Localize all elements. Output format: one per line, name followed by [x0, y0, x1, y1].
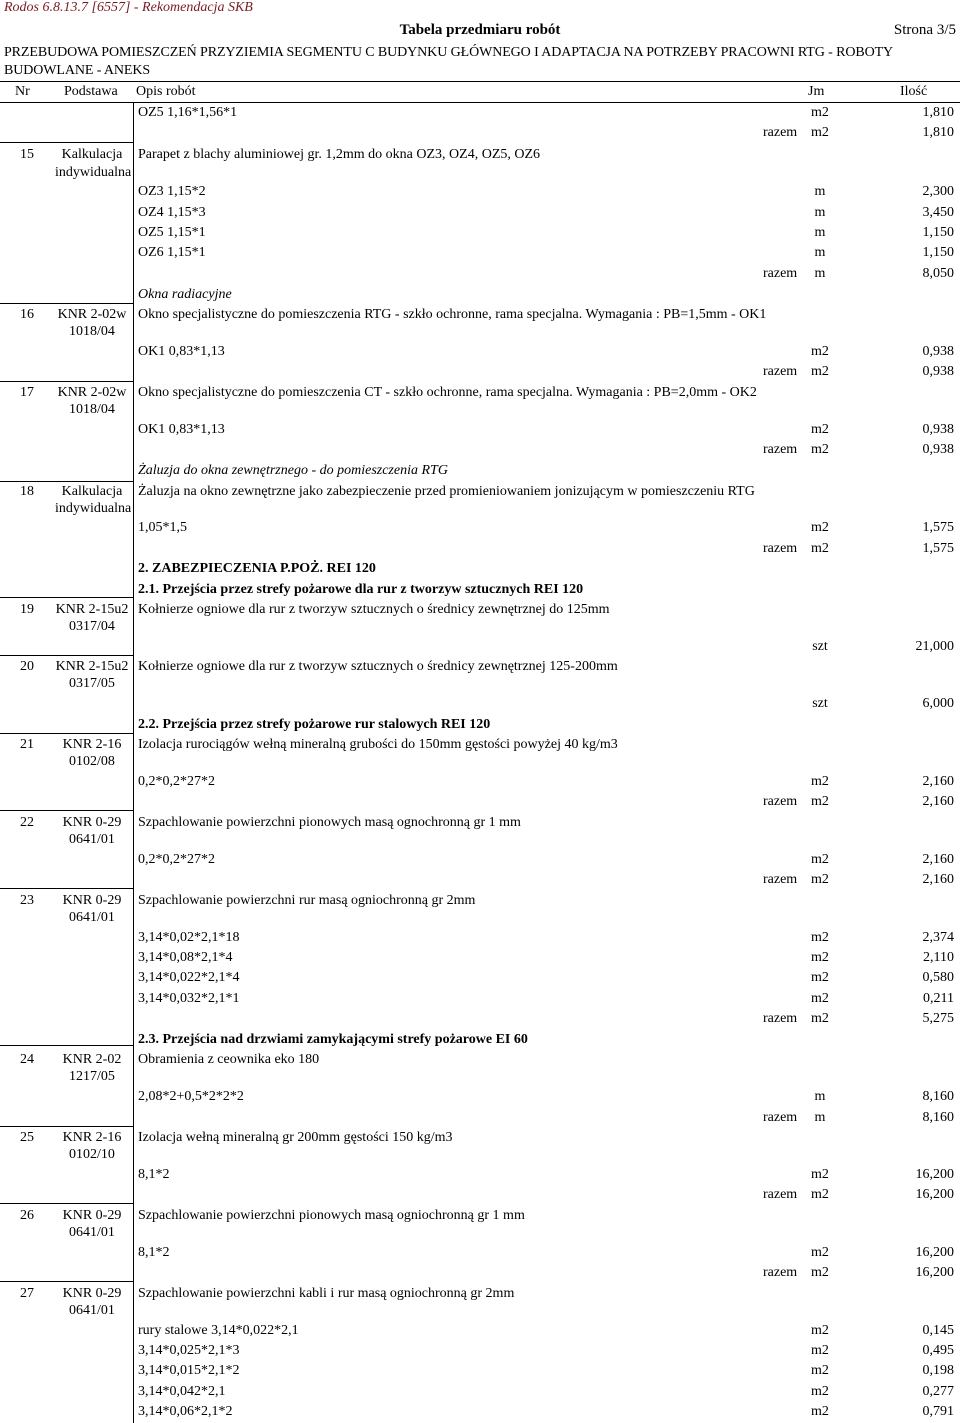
measurement-line: 8,1*2 — [138, 1245, 170, 1260]
quantity: 0,791 — [922, 1404, 954, 1419]
item-number: 20 — [20, 659, 34, 674]
section-heading: 2.3. Przejścia nad drzwiami zamykającymi strefy pożarowe EI 60 — [138, 1032, 528, 1047]
measurement-line: 3,14*0,08*2,1*4 — [138, 950, 233, 965]
column-header-nr: Nr — [15, 84, 30, 99]
item-basis: 0641/01 — [69, 832, 115, 847]
item-basis: 0102/08 — [69, 754, 115, 769]
quantity: 3,450 — [922, 205, 954, 220]
quantity: 0,198 — [922, 1363, 954, 1378]
item-basis: KNR 2-16 — [62, 1130, 122, 1145]
item-basis: KNR 0-29 — [62, 1286, 122, 1301]
item-number: 27 — [20, 1286, 34, 1301]
unit: m2 — [811, 950, 829, 965]
quantity: 16,200 — [915, 1167, 954, 1182]
quantity: 2,374 — [922, 930, 954, 945]
section-subheading: Okna radiacyjne — [138, 287, 232, 302]
project-title-line2: BUDOWLANE - ANEKS — [4, 63, 151, 78]
unit: m2 — [811, 774, 829, 789]
item-number: 24 — [20, 1052, 34, 1067]
item-number: 21 — [20, 737, 34, 752]
razem-label: razem — [763, 1265, 798, 1280]
quantity: 16,200 — [915, 1245, 954, 1260]
razem-label: razem — [763, 794, 798, 809]
item-basis: KNR 0-29 — [62, 1208, 122, 1223]
razem-label: razem — [763, 125, 798, 140]
quantity: 0,938 — [922, 344, 954, 359]
row-separator — [0, 142, 133, 143]
item-description: Okno specjalistyczne do pomieszczenia CT - szkło ochronne, rama specjalna. Wymagania : PB=2,0mm - OK2 — [138, 385, 757, 400]
unit: szt — [812, 696, 828, 711]
column-header-ilosc: Ilość — [900, 84, 928, 99]
unit: m2 — [811, 1245, 829, 1260]
row-separator — [0, 481, 133, 482]
unit: m — [814, 266, 826, 281]
page-number: Strona 3/5 — [893, 22, 956, 38]
item-number: 15 — [20, 147, 34, 162]
section-subheading: Żaluzja do okna zewnętrznego - do pomieszczenia RTG — [138, 463, 448, 478]
row-separator — [0, 1203, 133, 1204]
item-basis: KNR 0-29 — [62, 893, 122, 908]
measurement-line: 3,14*0,022*2,1*4 — [138, 970, 240, 985]
item-basis: 0317/04 — [69, 619, 115, 634]
unit: m — [814, 184, 826, 199]
razem-label: razem — [763, 442, 798, 457]
row-separator — [0, 597, 133, 598]
razem-quantity: 2,160 — [922, 872, 954, 887]
unit: m — [814, 1089, 826, 1104]
section-heading: 2.2. Przejścia przez strefy pożarowe rur stalowych REI 120 — [138, 717, 491, 732]
razem-label: razem — [763, 541, 798, 556]
unit: m2 — [811, 1363, 829, 1378]
unit: m2 — [811, 1343, 829, 1358]
razem-label: razem — [763, 1187, 798, 1202]
razem-label: razem — [763, 364, 798, 379]
item-basis: KNR 2-02w — [57, 307, 127, 322]
column-header-podstawa: Podstawa — [64, 84, 118, 99]
measurement-line: OZ5 1,15*1 — [138, 225, 206, 240]
razem-quantity: 1,575 — [922, 541, 954, 556]
item-basis: 1217/05 — [69, 1069, 115, 1084]
item-number: 19 — [20, 602, 34, 617]
unit: m2 — [811, 1167, 829, 1182]
row-separator — [0, 1126, 133, 1127]
project-title — [4, 44, 954, 80]
measurement-line: OZ5 1,16*1,56*1 — [138, 105, 238, 120]
measurement-line: 3,14*0,02*2,1*18 — [138, 930, 240, 945]
unit: m2 — [811, 1404, 829, 1419]
unit: m — [814, 205, 826, 220]
razem-quantity: 8,050 — [922, 266, 954, 281]
unit: m2 — [811, 422, 829, 437]
unit: m — [814, 1110, 826, 1125]
unit: m2 — [811, 364, 829, 379]
item-basis: KNR 2-15u2 — [55, 659, 129, 674]
unit: m2 — [811, 344, 829, 359]
item-description: Izolacja rurociągów wełną mineralną grubości do 150mm gęstości powyżej 40 kg/m3 — [138, 737, 618, 752]
razem-quantity: 0,938 — [922, 442, 954, 457]
item-number: 17 — [20, 385, 34, 400]
item-basis: 0641/01 — [69, 1225, 115, 1240]
item-basis: 0641/01 — [69, 1303, 115, 1318]
unit: m — [814, 245, 826, 260]
measurement-line: OK1 0,83*1,13 — [138, 344, 225, 359]
item-description: Żaluzja na okno zewnętrzne jako zabezpieczenie przed promieniowaniem jonizującym w pomieszczeniu RTG — [138, 484, 755, 499]
item-basis: Kalkulacja — [61, 147, 123, 162]
measurement-line: OZ4 1,15*3 — [138, 205, 206, 220]
item-description: Kołnierze ogniowe dla rur z tworzyw sztucznych o średnicy zewnętrznej 125-200mm — [138, 659, 618, 674]
item-number: 22 — [20, 815, 34, 830]
row-separator — [0, 888, 133, 889]
item-basis: 1018/04 — [69, 324, 115, 339]
unit: m2 — [811, 520, 829, 535]
item-basis: indywidualna — [55, 165, 132, 180]
measurement-line: 2,08*2+0,5*2*2*2 — [138, 1089, 244, 1104]
quantity: 6,000 — [922, 696, 954, 711]
document-title: Tabela przedmiaru robót — [399, 22, 561, 38]
item-basis: 0641/01 — [69, 910, 115, 925]
measurement-line: 1,05*1,5 — [138, 520, 187, 535]
item-description: Parapet z blachy aluminiowej gr. 1,2mm do okna OZ3, OZ4, OZ5, OZ6 — [138, 147, 541, 162]
item-description: Szpachlowanie powierzchni kabli i rur masą ogniochronną gr 2mm — [138, 1286, 515, 1301]
unit: m2 — [811, 930, 829, 945]
razem-quantity: 16,200 — [915, 1187, 954, 1202]
measurement-line: 0,2*0,2*27*2 — [138, 774, 215, 789]
item-number: 16 — [20, 307, 34, 322]
item-description: Szpachlowanie powierzchni rur masą ogniochronną gr 2mm — [138, 893, 476, 908]
item-basis: KNR 2-02w — [57, 385, 127, 400]
quantity: 0,495 — [922, 1343, 954, 1358]
column-header-jm: Jm — [808, 84, 825, 99]
quantity: 1,150 — [922, 225, 954, 240]
item-number: 26 — [20, 1208, 34, 1223]
quantity: 2,160 — [922, 774, 954, 789]
item-basis: Kalkulacja — [61, 484, 123, 499]
quantity: 2,300 — [922, 184, 954, 199]
unit: szt — [812, 639, 828, 654]
item-basis: KNR 2-16 — [62, 737, 122, 752]
item-number: 25 — [20, 1130, 34, 1145]
quantity: 1,575 — [922, 520, 954, 535]
item-basis: 1018/04 — [69, 402, 115, 417]
measurement-line: 3,14*0,06*2,1*2 — [138, 1404, 233, 1419]
measurement-line: OK1 0,83*1,13 — [138, 422, 225, 437]
quantity: 2,160 — [922, 852, 954, 867]
unit: m2 — [811, 1265, 829, 1280]
razem-label: razem — [763, 266, 798, 281]
column-header-opis: Opis robót — [136, 84, 196, 99]
section-heading: 2.1. Przejścia przez strefy pożarowe dla rur z tworzyw sztucznych REI 120 — [138, 582, 584, 597]
measurement-line: OZ6 1,15*1 — [138, 245, 206, 260]
column-divider — [133, 102, 134, 1423]
unit: m2 — [811, 1323, 829, 1338]
row-separator — [0, 1281, 133, 1282]
project-title-line1: PRZEBUDOWA POMIESZCZEŃ PRZYZIEMIA SEGMENTU C BUDYNKU GŁÓWNEGO I ADAPTACJA NA POTRZEBY PRACOWNI RTG - ROBOTY — [4, 45, 894, 60]
measurement-line: rury stalowe 3,14*0,022*2,1 — [138, 1323, 299, 1338]
app-title: Rodos 6.8.13.7 [6557] - Rekomendacja SKB — [4, 0, 253, 15]
measurement-line: 0,2*0,2*27*2 — [138, 852, 215, 867]
item-description: Szpachlowanie powierzchni pionowych masą ogniochronną gr 1 mm — [138, 1208, 525, 1223]
unit: m2 — [811, 852, 829, 867]
measurement-line: 8,1*2 — [138, 1167, 170, 1182]
item-basis: KNR 0-29 — [62, 815, 122, 830]
razem-quantity: 8,160 — [922, 1110, 954, 1125]
razem-quantity: 0,938 — [922, 364, 954, 379]
unit: m2 — [811, 1384, 829, 1399]
measurement-line: 3,14*0,015*2,1*2 — [138, 1363, 240, 1378]
unit: m2 — [811, 541, 829, 556]
quantity: 0,211 — [923, 991, 954, 1006]
item-basis: KNR 2-02 — [62, 1052, 122, 1067]
item-number: 23 — [20, 893, 34, 908]
item-basis: indywidualna — [55, 501, 132, 516]
quantity: 0,938 — [922, 422, 954, 437]
razem-quantity: 2,160 — [922, 794, 954, 809]
unit: m2 — [811, 794, 829, 809]
item-number: 18 — [20, 484, 34, 499]
quantity: 1,810 — [922, 105, 954, 120]
row-separator — [0, 303, 133, 304]
row-separator — [0, 733, 133, 734]
quantity: 8,160 — [922, 1089, 954, 1104]
razem-label: razem — [763, 1110, 798, 1125]
razem-quantity: 5,275 — [922, 1011, 954, 1026]
item-basis: 0317/05 — [69, 676, 115, 691]
unit: m2 — [811, 872, 829, 887]
row-separator — [0, 810, 133, 811]
unit: m2 — [811, 1011, 829, 1026]
measurement-line: OZ3 1,15*2 — [138, 184, 206, 199]
measurement-line: 3,14*0,042*2,1 — [138, 1384, 226, 1399]
quantity: 0,580 — [922, 970, 954, 985]
table-header — [0, 81, 960, 103]
measurement-line: 3,14*0,025*2,1*3 — [138, 1343, 240, 1358]
quantity: 21,000 — [915, 639, 954, 654]
row-separator — [0, 655, 133, 656]
row-separator — [0, 381, 133, 382]
unit: m2 — [811, 442, 829, 457]
unit: m2 — [811, 991, 829, 1006]
item-description: Obramienia z ceownika eko 180 — [138, 1052, 320, 1067]
unit: m — [814, 225, 826, 240]
measurement-line: 3,14*0,032*2,1*1 — [138, 991, 240, 1006]
item-description: Okno specjalistyczne do pomieszczenia RTG - szkło ochronne, rama specjalna. Wymagania : PB=1,5mm - OK1 — [138, 307, 767, 322]
quantity: 2,110 — [923, 950, 954, 965]
razem-quantity: 1,810 — [922, 125, 954, 140]
razem-label: razem — [763, 1011, 798, 1026]
unit: m2 — [811, 1187, 829, 1202]
unit: m2 — [811, 105, 829, 120]
item-basis: KNR 2-15u2 — [55, 602, 129, 617]
item-description: Izolacja wełną mineralną gr 200mm gęstości 150 kg/m3 — [138, 1130, 453, 1145]
section-heading: 2. ZABEZPIECZENIA P.POŻ. REI 120 — [138, 561, 376, 576]
row-separator — [0, 1045, 133, 1046]
unit: m2 — [811, 970, 829, 985]
item-description: Szpachlowanie powierzchni pionowych masą ognochronną gr 1 mm — [138, 815, 521, 830]
razem-label: razem — [763, 872, 798, 887]
quantity: 1,150 — [922, 245, 954, 260]
quantity: 0,277 — [922, 1384, 954, 1399]
unit: m2 — [811, 125, 829, 140]
item-description: Kołnierze ogniowe dla rur z tworzyw sztucznych o średnicy zewnętrznej do 125mm — [138, 602, 610, 617]
item-basis: 0102/10 — [69, 1147, 115, 1162]
quantity: 0,145 — [922, 1323, 954, 1338]
razem-quantity: 16,200 — [915, 1265, 954, 1280]
